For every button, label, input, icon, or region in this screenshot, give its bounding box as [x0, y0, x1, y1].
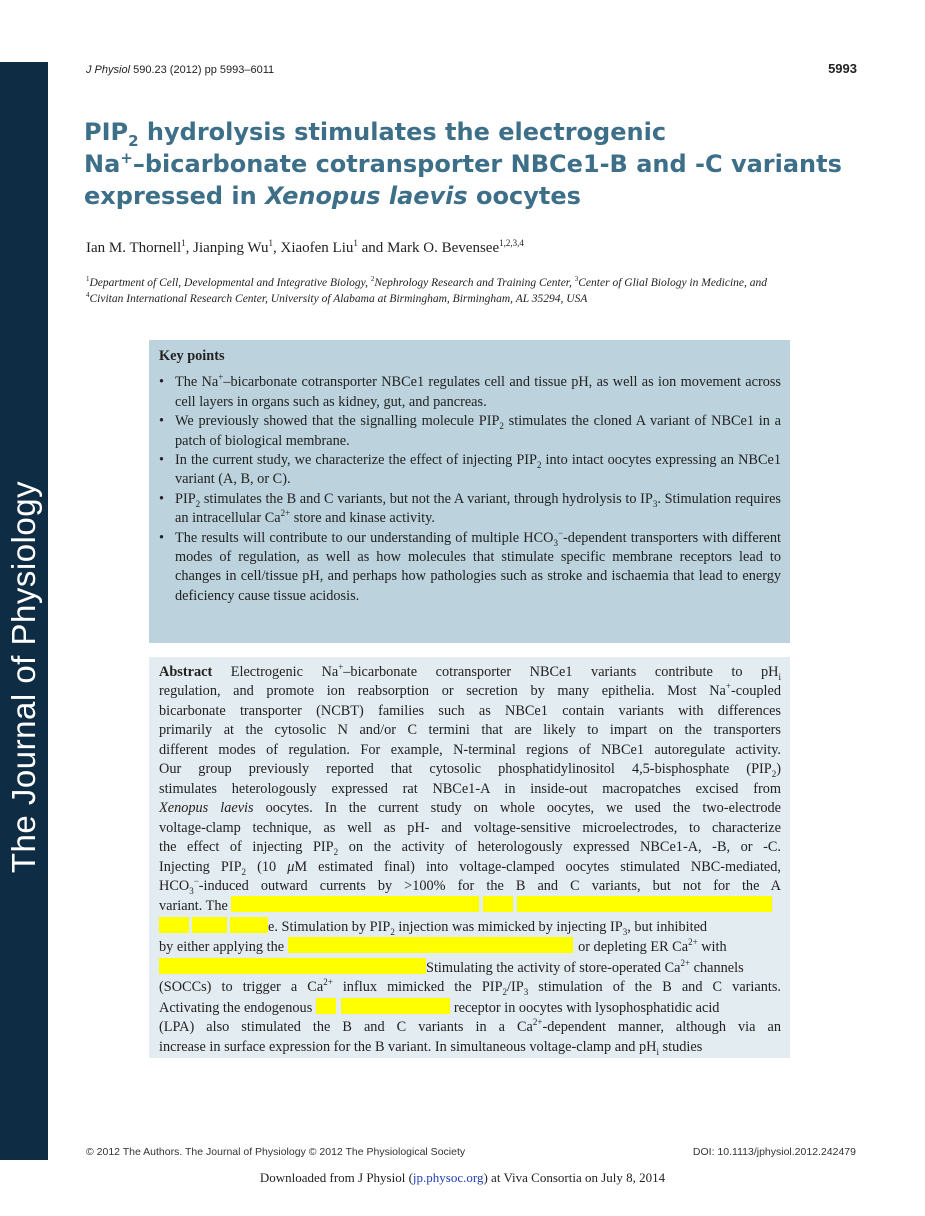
abstract-line: (LPA) also stimulated the B and C variants in a $Ca^{2+}$-dependent manner, although via an	[159, 1017, 781, 1036]
redaction-highlight	[341, 998, 450, 1014]
article-title: $PIP_2$ hydrolysis stimulates the electrogenic Na+–bicarbonate cotransporter NBCe1-B and -C variants expressed in Xenopus laevis oocytes	[84, 118, 842, 210]
key-points-heading: Key points	[159, 348, 225, 364]
journal-link[interactable]: jp.physoc.org	[412, 1170, 484, 1185]
bullet-icon: •	[159, 413, 165, 430]
key-points-box	[149, 340, 790, 643]
bullet-icon: •	[159, 374, 165, 391]
abstract-line: increase in surface expression for the B variant. In simultaneous voltage-clamp and $pH_i$ studies	[159, 1038, 703, 1057]
header-citation	[86, 64, 274, 76]
abstract-box	[149, 657, 790, 1058]
journal-spine	[0, 62, 48, 1160]
redaction-highlight	[159, 958, 426, 974]
author-list	[86, 240, 524, 257]
abstract-line: $HCO_3^-$-induced outward currents by >100% for the B and C variants, but not for the A	[159, 876, 781, 896]
key-point: • We previously showed that the signalling molecule $PIP_2$ stimulates the cloned A variant of NBCe1 in a patch of biological membrane.	[159, 413, 781, 449]
abstract-label: Abstract	[159, 664, 213, 680]
journal-spine-title: The Journal of Physiology	[5, 480, 42, 874]
citation-details: 590.23 (2012) pp 5993–6011	[130, 64, 275, 76]
abstract-line: e. Stimulation by $PIP_2$ injection was mimicked by injecting $IP_3$, but inhibited	[159, 917, 781, 937]
abstract-line: Our group previously reported that cytosolic phosphatidylinositol 4,5-bisphosphate $(PIP_2)$	[159, 761, 781, 780]
redaction-highlight	[316, 998, 336, 1014]
abstract-line: voltage-clamp technique, as well as pH- and voltage-sensitive microelectrodes, to characterize	[159, 819, 781, 836]
abstract-line: primarily at the cytosolic N and/or C termini that are likely to impart on the transporters	[159, 722, 781, 739]
abstract-line: Xenopus laevis oocytes. In the current study on whole oocytes, we used the two-electrode	[159, 800, 781, 817]
affiliations: $^1$Department of Cell, Developmental and Integrative Biology, $^2$Nephrology Research and Training Center, $^3$Center of Glial Biology in Medicine, and $^4$Civitan International Research Center, University of Alabama at Birmingham, Birmingham, AL 35294, USA	[86, 275, 768, 305]
abstract-line: bicarbonate transporter (NCBT) families such as NBCe1 contain variants with differences	[159, 702, 781, 719]
journal-abbrev: J Physiol	[86, 64, 131, 76]
bullet-icon: •	[159, 529, 165, 546]
key-point: • The Na+–bicarbonate cotransporter NBCe1 regulates cell and tissue pH, as well as ion movement across cell layers in organs such as kidney, gut, and pancreas.	[159, 372, 781, 410]
copyright-footer: © 2012 The Authors. The Journal of Physiology © 2012 The Physiological Society	[86, 1146, 466, 1158]
abstract-line: Injecting $PIP_2$ (10 μM estimated final) into voltage-clamped oocytes stimulated NBC-mediated,	[159, 858, 781, 877]
key-point: • The results will contribute to our understanding of multiple $HCO_3^-$-dependent transporters with different modes of regulation, as well as how molecules that stimulate specific membrane receptors lead to changes in cell/tissue pH, and perhaps how pathologies such as stroke and ischaemia that lead to energy deficiency cause tissue acidosis.	[159, 527, 781, 604]
abstract-line: the effect of injecting $PIP_2$ on the activity of heterologously expressed NBCe1-A, -B, or -C.	[159, 839, 781, 857]
abstract-line: (SOCCs) to trigger a $Ca^{2+}$ influx mimicked the $PIP_2/IP_3$ stimulation of the B and C variants.	[159, 977, 781, 998]
doi-footer: DOI: 10.1113/jphysiol.2012.242479	[692, 1146, 856, 1158]
abstract-line: Abstract Electrogenic Na+–bicarbonate cotransporter NBCe1 variants contribute to $pH_i$	[159, 662, 781, 682]
redaction-highlight	[192, 917, 227, 933]
author: Ian M. Thornell$^1$,	[86, 238, 194, 256]
abstract-line: stimulates heterologously expressed rat NBCe1-A in inside-out macropatches excised from	[159, 780, 781, 797]
page-number: 5993	[828, 61, 857, 76]
redaction-highlight	[483, 896, 513, 912]
key-point: • $PIP_2$ stimulates the B and C variants, but not the A variant, through hydrolysis to $IP_3$. Stimulation requires an intracellular $Ca^{2+}$ store and kinase activity.	[159, 490, 781, 527]
abstract-line: different modes of regulation. For example, N-terminal regions of NBCe1 autoregulate activity.	[159, 741, 781, 758]
author: Mark O. Bevensee$^{1,2,3,4}$	[387, 238, 524, 256]
author: Xiaofen Liu$^1$ and	[280, 238, 388, 256]
redaction-highlight	[231, 896, 479, 912]
bullet-icon: •	[159, 490, 165, 507]
abstract-line: by either applying the or depleting ER $Ca^{2+}$ with	[159, 937, 727, 956]
author: Jianping Wu$^1$,	[193, 238, 281, 256]
abstract-line: Activating the endogenous receptor in oocytes with lysophosphatidic acid	[159, 999, 720, 1016]
bullet-icon: •	[159, 452, 165, 469]
abstract-line: regulation, and promote ion reabsorption or secretion by many epithelia. Most Na+-coupled	[159, 681, 781, 700]
abstract-line: variant. The	[159, 896, 781, 916]
download-notice: Downloaded from J Physiol (jp.physoc.org) at Viva Consortia on July 8, 2014	[259, 1170, 666, 1185]
redaction-highlight	[517, 896, 772, 912]
key-points-list	[159, 373, 781, 606]
redaction-highlight	[230, 917, 268, 933]
redaction-highlight	[288, 937, 573, 953]
abstract-line: Stimulating the activity of store-operated $Ca^{2+}$ channels	[159, 958, 781, 978]
redaction-highlight	[159, 917, 189, 933]
key-point: • In the current study, we characterize the effect of injecting $PIP_2$ into intact oocytes expressing an NBCe1 variant (A, B, or C).	[159, 452, 781, 488]
